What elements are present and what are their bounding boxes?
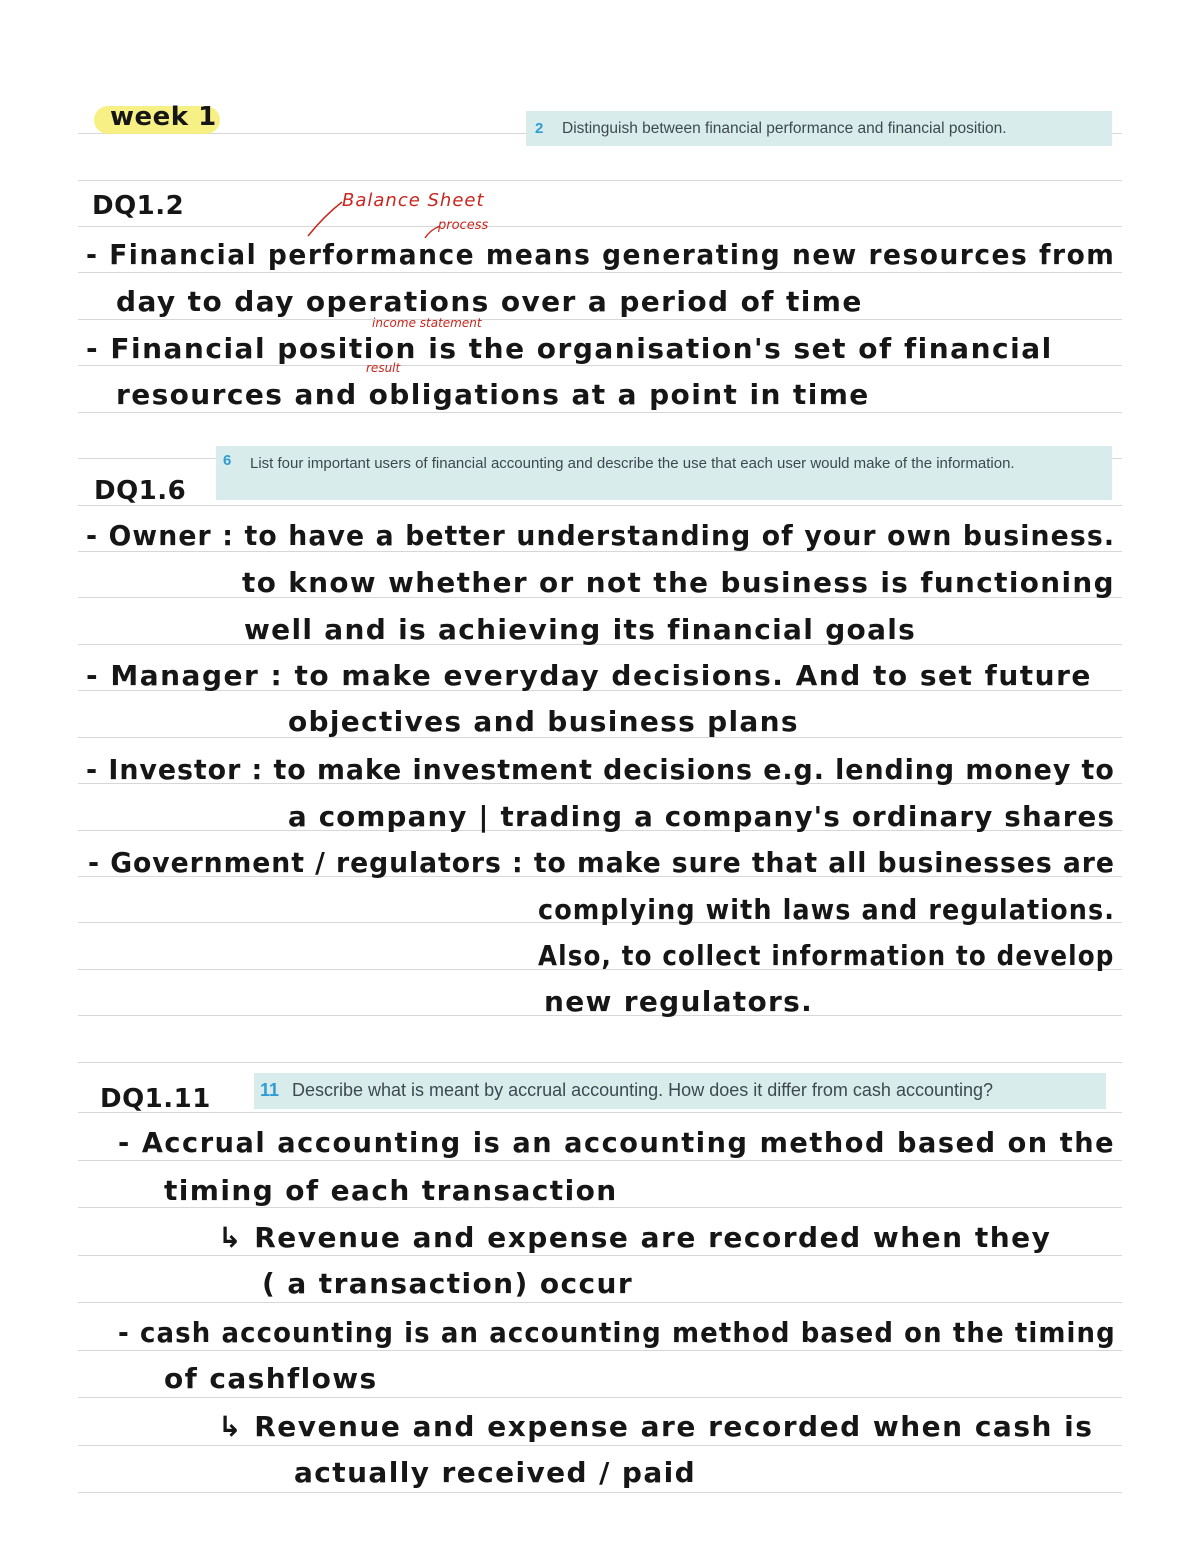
- section-label-dq1-2: DQ1.2: [92, 191, 185, 221]
- ruled-line: [78, 180, 1122, 181]
- answer-line: - Accrual accounting is an accounting method based on the: [118, 1126, 1116, 1159]
- ruled-line: [78, 1062, 1122, 1063]
- section-label-dq1-6: DQ1.6: [94, 476, 187, 506]
- ruled-line: [78, 1255, 1122, 1256]
- question-number: 11: [260, 1080, 280, 1100]
- answer-line: day to day operations over a period of time: [116, 285, 863, 318]
- answer-line: well and is achieving its financial goals: [244, 613, 917, 646]
- answer-line: of cashflows: [164, 1362, 378, 1395]
- annotation-arrow: [300, 198, 360, 240]
- question-text: List four important users of financial accounting and describe the use that each user would make of the information.: [250, 455, 1015, 472]
- ruled-line: [78, 1302, 1122, 1303]
- ruled-line: [78, 1207, 1122, 1208]
- answer-line: - cash accounting is an accounting method based on the timing: [118, 1316, 1116, 1349]
- answer-line: timing of each transaction: [164, 1174, 618, 1207]
- annotation-process: process: [438, 218, 489, 233]
- ruled-line: [78, 1112, 1122, 1113]
- question-text: Describe what is meant by accrual accounting. How does it differ from cash accounting?: [292, 1080, 994, 1100]
- answer-line: - Financial performance means generating new resources from: [86, 238, 1116, 271]
- ruled-line: [78, 272, 1122, 273]
- ruled-line: [78, 412, 1122, 413]
- ruled-line: [78, 1350, 1122, 1351]
- answer-line: ↳ Revenue and expense are recorded when cash is: [218, 1410, 1094, 1443]
- answer-line: objectives and business plans: [288, 705, 799, 738]
- annotation-result: result: [366, 361, 401, 375]
- answer-line: - Financial position is the organisation's set of financial: [86, 332, 1053, 365]
- answer-line: - Owner : to have a better understanding of your own business.: [86, 519, 1116, 552]
- answer-line: new regulators.: [544, 985, 814, 1018]
- answer-line: to know whether or not the business is functioning: [242, 566, 1115, 599]
- question-box-11: [254, 1073, 1106, 1109]
- question-text: Distinguish between financial performance and financial position.: [562, 120, 1007, 137]
- answer-line: a company | trading a company's ordinary shares: [288, 800, 1116, 833]
- ruled-line: [78, 1445, 1122, 1446]
- answer-line: actually received / paid: [294, 1456, 697, 1489]
- ruled-line: [78, 1492, 1122, 1493]
- ruled-line: [78, 365, 1122, 366]
- answer-line: - Government / regulators : to make sure that all businesses are: [88, 846, 1115, 879]
- question-box-6: [216, 446, 1112, 500]
- ruled-line: [78, 226, 1122, 227]
- week-title: week 1: [110, 102, 217, 132]
- question-box-2: [526, 111, 1112, 146]
- answer-line: resources and obligations at a point in time: [116, 378, 870, 411]
- question-number: 2: [535, 120, 544, 137]
- section-label-dq1-11: DQ1.11: [100, 1084, 211, 1114]
- answer-line: ( a transaction) occur: [262, 1267, 634, 1300]
- answer-line: - Investor : to make investment decisions e.g. lending money to: [86, 753, 1115, 786]
- annotation-income-statement: income statement: [372, 316, 482, 330]
- answer-line: ↳ Revenue and expense are recorded when they: [218, 1221, 1052, 1254]
- answer-line: complying with laws and regulations.: [538, 893, 1116, 926]
- answer-line: Also, to collect information to develop: [538, 939, 1115, 972]
- question-number: 6: [223, 452, 232, 469]
- ruled-line: [78, 1397, 1122, 1398]
- ruled-line: [78, 1160, 1122, 1161]
- annotation-balance-sheet: Balance Sheet: [342, 190, 485, 211]
- ruled-line: [78, 319, 1122, 320]
- ruled-line: [78, 505, 1122, 506]
- answer-line: - Manager : to make everyday decisions. And to set future: [86, 659, 1092, 692]
